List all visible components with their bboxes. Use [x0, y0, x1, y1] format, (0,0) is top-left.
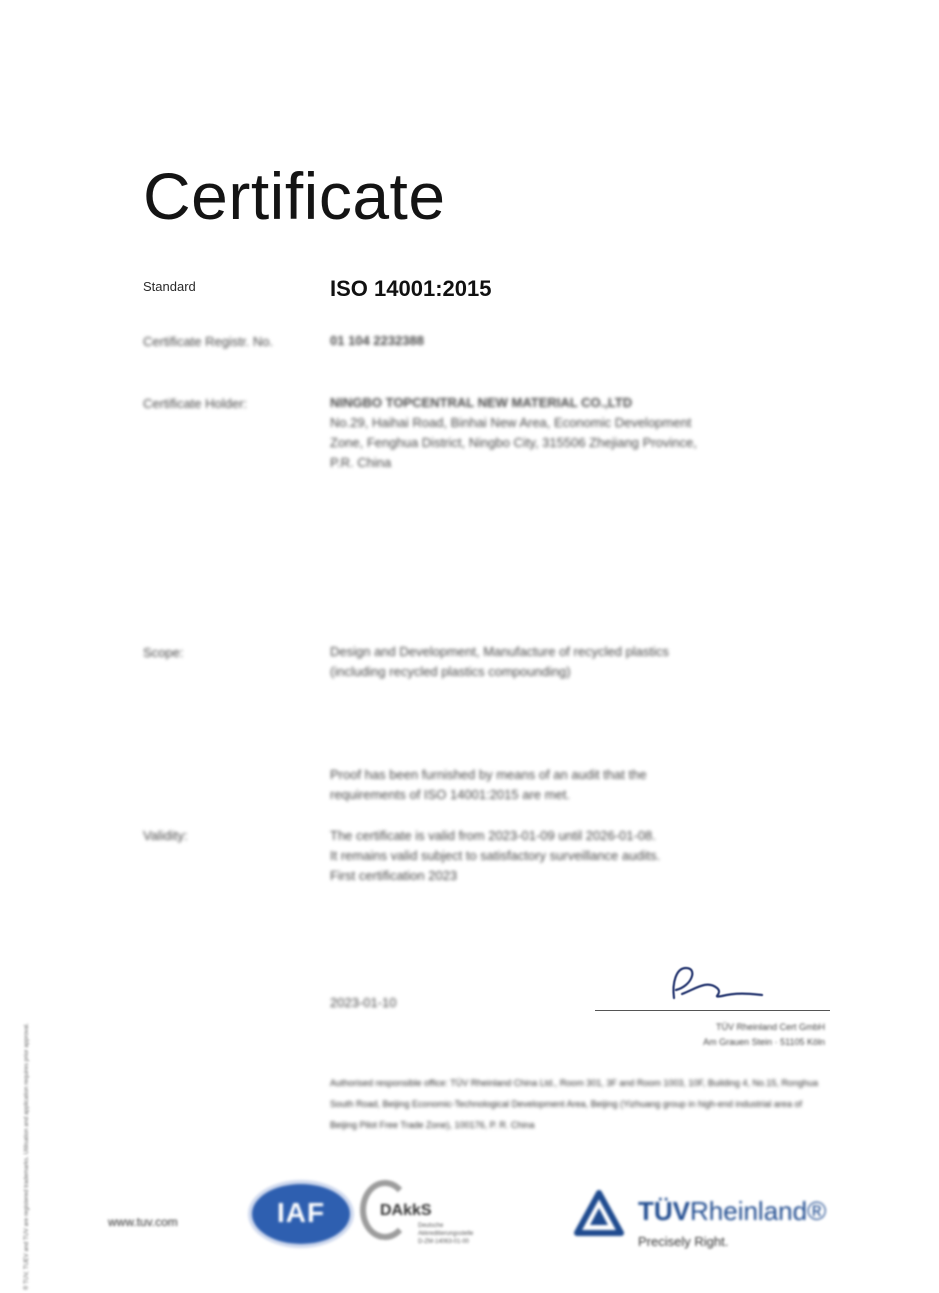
holder-label: Certificate Holder:	[143, 396, 248, 411]
holder-address-line: No.29, Haihai Road, Binhai New Area, Economic Development	[330, 415, 692, 430]
standard-value: ISO 14001:2015	[330, 276, 492, 301]
validity-line: First certification 2023	[330, 868, 458, 883]
tuv-brand	[638, 1196, 826, 1227]
validity-line: It remains valid subject to satisfactory surveillance audits.	[330, 848, 661, 863]
tuv-logo	[574, 1188, 844, 1258]
issuer-line: Am Grauen Stein · 51105 Köln	[703, 1037, 825, 1047]
certificate-title: Certificate	[143, 159, 446, 233]
reg-no-value: 01 104 2232388	[330, 333, 424, 348]
scope-block	[330, 642, 669, 682]
standard-label: Standard	[143, 279, 196, 294]
validity-line: The certificate is valid from 2023-01-09 until 2026-01-08.	[330, 828, 656, 843]
scope-line: Design and Development, Manufacture of recycled plastics	[330, 644, 669, 659]
issue-date: 2023-01-10	[330, 995, 397, 1010]
validity-label: Validity:	[143, 828, 188, 843]
issuer-block	[600, 1020, 825, 1050]
iaf-logo-text: IAF	[276, 1197, 326, 1228]
signature-line	[595, 1010, 830, 1011]
tuv-brand-light: Rheinland®	[690, 1196, 827, 1226]
reg-no-label: Certificate Registr. No.	[143, 334, 274, 349]
issuer-line: TÜV Rheinland Cert GmbH	[715, 1022, 825, 1032]
tuv-tagline: Precisely Right.	[638, 1234, 729, 1249]
iaf-logo	[252, 1184, 350, 1244]
validity-block	[330, 826, 660, 886]
proof-line: Proof has been furnished by means of an audit that the	[330, 767, 647, 782]
office-text: Authorised responsible office: TÜV Rheinland China Ltd., Room 301, 3F and Room 1003, 10F, Building 4, No.15, Ronghua South Road, Beijing Economic-Technological Development Area, Beijing (Yizhuang group in high-end industrial area of Beijing Pilot Free Trade Zone), 100176, P. R. China	[330, 1078, 818, 1130]
signature-image	[662, 958, 772, 1013]
website-text: www.tuv.com	[108, 1215, 178, 1229]
holder-block	[330, 393, 697, 473]
scope-label: Scope:	[143, 645, 184, 660]
tuv-brand-bold: TÜV	[638, 1196, 690, 1226]
tuv-triangle-icon	[574, 1190, 624, 1236]
dakks-subtext	[418, 1222, 473, 1246]
holder-address-line: Zone, Fenghua District, Ningbo City, 315506 Zhejiang Province,	[330, 435, 697, 450]
side-trademark-text: ® TÜV, TUEV and TUV are registered trademarks. Utilisation and application requires prior approval.	[24, 1023, 30, 1290]
dakks-name: DAkkS	[380, 1202, 432, 1219]
dakks-logo	[360, 1180, 520, 1250]
dakks-sub-line: D-ZM-14063-01-00	[418, 1239, 470, 1245]
holder-name: NINGBO TOPCENTRAL NEW MATERIAL CO.,LTD	[330, 395, 633, 410]
dakks-sub-line: Deutsche	[418, 1223, 444, 1229]
holder-address-line: P.R. China	[330, 455, 392, 470]
proof-line: requirements of ISO 14001:2015 are met.	[330, 787, 570, 802]
dakks-sub-line: Akkreditierungsstelle	[418, 1231, 474, 1237]
scope-line: (including recycled plastics compounding)	[330, 664, 571, 679]
proof-block	[330, 765, 647, 805]
